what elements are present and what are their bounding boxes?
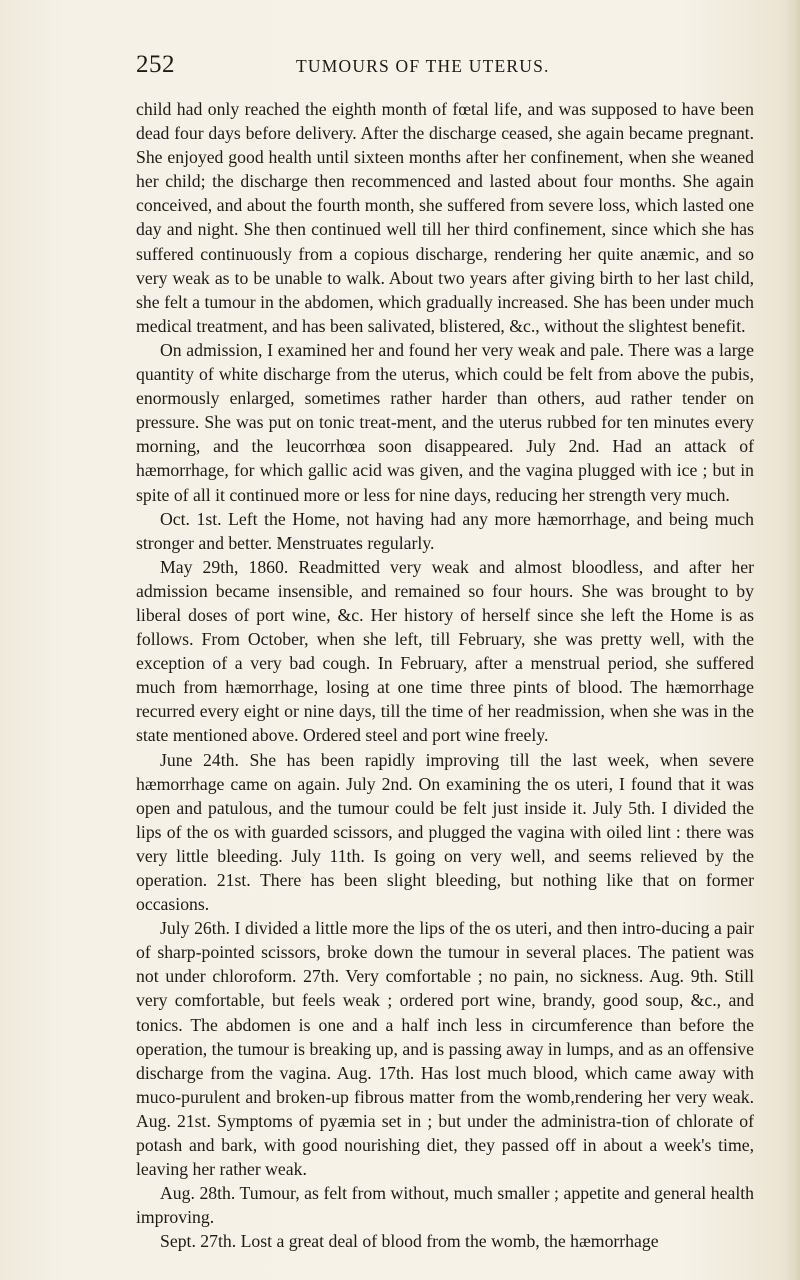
- paragraph: May 29th, 1860. Readmitted very weak and almost bloodless, and after her admission became insensible, and remained so four hours. She was brought to by liberal doses of port wine, &c. Her history of herself since she left the Home is as follows. From October, when she left, till February, she was pretty well, with the exception of a very bad cough. In February, after a menstrual period, she suffered much from hæmorrhage, losing at one time three pints of blood. The hæmorrhage recurred every eight or nine days, till the time of her readmission, when she was in the state mentioned above. Ordered steel and port wine freely.: [136, 556, 754, 746]
- paragraph: On admission, I examined her and found her very weak and pale. There was a large quantity of white discharge from the uterus, which could be felt from above the pubis, enormously enlarged, sometimes rather harder than others, aud rather tender on pressure. She was put on tonic treat-ment, and the uterus rubbed for ten minutes every morning, and the leucorrhœa soon disappeared. July 2nd. Had an attack of hæmorrhage, for which gallic acid was given, and the vagina plugged with ice ; but in spite of all it continued more or less for nine days, reducing her strength very much.: [136, 339, 754, 505]
- page-edge: [786, 0, 800, 1280]
- paragraph: June 24th. She has been rapidly improving till the last week, when severe hæmorrhage came on again. July 2nd. On examining the os uteri, I found that it was open and patulous, and the tumour could be felt just inside it. July 5th. I divided the lips of the os with guarded scissors, and plugged the vagina with oiled lint : there was very little bleeding. July 11th. Is going on very well, and seems relieved by the operation. 21st. There has been slight bleeding, but nothing like that on former occasions.: [136, 749, 754, 915]
- paragraph: Oct. 1st. Left the Home, not having had any more hæmorrhage, and being much stronger and better. Menstruates regularly.: [136, 508, 754, 553]
- paragraph: Aug. 28th. Tumour, as felt from without, much smaller ; appetite and general health improving.: [136, 1183, 754, 1228]
- paragraph: Sept. 27th. Lost a great deal of blood from the womb, the hæmorrhage: [160, 1231, 659, 1252]
- body-text: [136, 97, 754, 1254]
- paragraph: July 26th. I divided a little more the lips of the os uteri, and then intro-ducing a pair of sharp-pointed scissors, broke down the tumour in several places. The patient was not under chloroform. 27th. Very comfortable ; no pain, no sickness. Aug. 9th. Still very comfortable, but feels weak ; ordered port wine, brandy, good soup, &c., and tonics. The abdomen is one and a half inch less in circumference than before the operation, the tumour is breaking up, and is passing away in lumps, and as an offensive discharge from the vagina. Aug. 17th. Has lost much blood, which came away with muco-purulent and broken-up fibrous matter from the womb,rendering her very weak. Aug. 21st. Symptoms of pyæmia set in ; but under the administra-tion of chlorate of potash and bark, with good nourishing diet, they passed off in about a week's time, leaving her rather weak.: [136, 918, 754, 1180]
- paragraph: child had only reached the eighth month of fœtal life, and was supposed to have been dead four days before delivery. After the discharge ceased, she again became pregnant. She enjoyed good health until sixteen months after her confinement, when she weaned her child; the discharge then recommenced and lasted about four months. She again conceived, and about the fourth month, she suffered from severe loss, which lasted one day and night. She then continued well till her third confinement, since which she has suffered continuously from a copious discharge, rendering her quite anæmic, and so very weak as to be unable to walk. About two years after giving birth to her last child, she felt a tumour in the abdomen, which gradually increased. She has been under much medical treatment, and has been salivated, blistered, &c., without the slightest benefit.: [136, 99, 754, 336]
- running-head: TUMOURS OF THE UTERUS.: [296, 56, 550, 76]
- page-number: 252: [136, 51, 175, 78]
- page-header: [136, 50, 756, 80]
